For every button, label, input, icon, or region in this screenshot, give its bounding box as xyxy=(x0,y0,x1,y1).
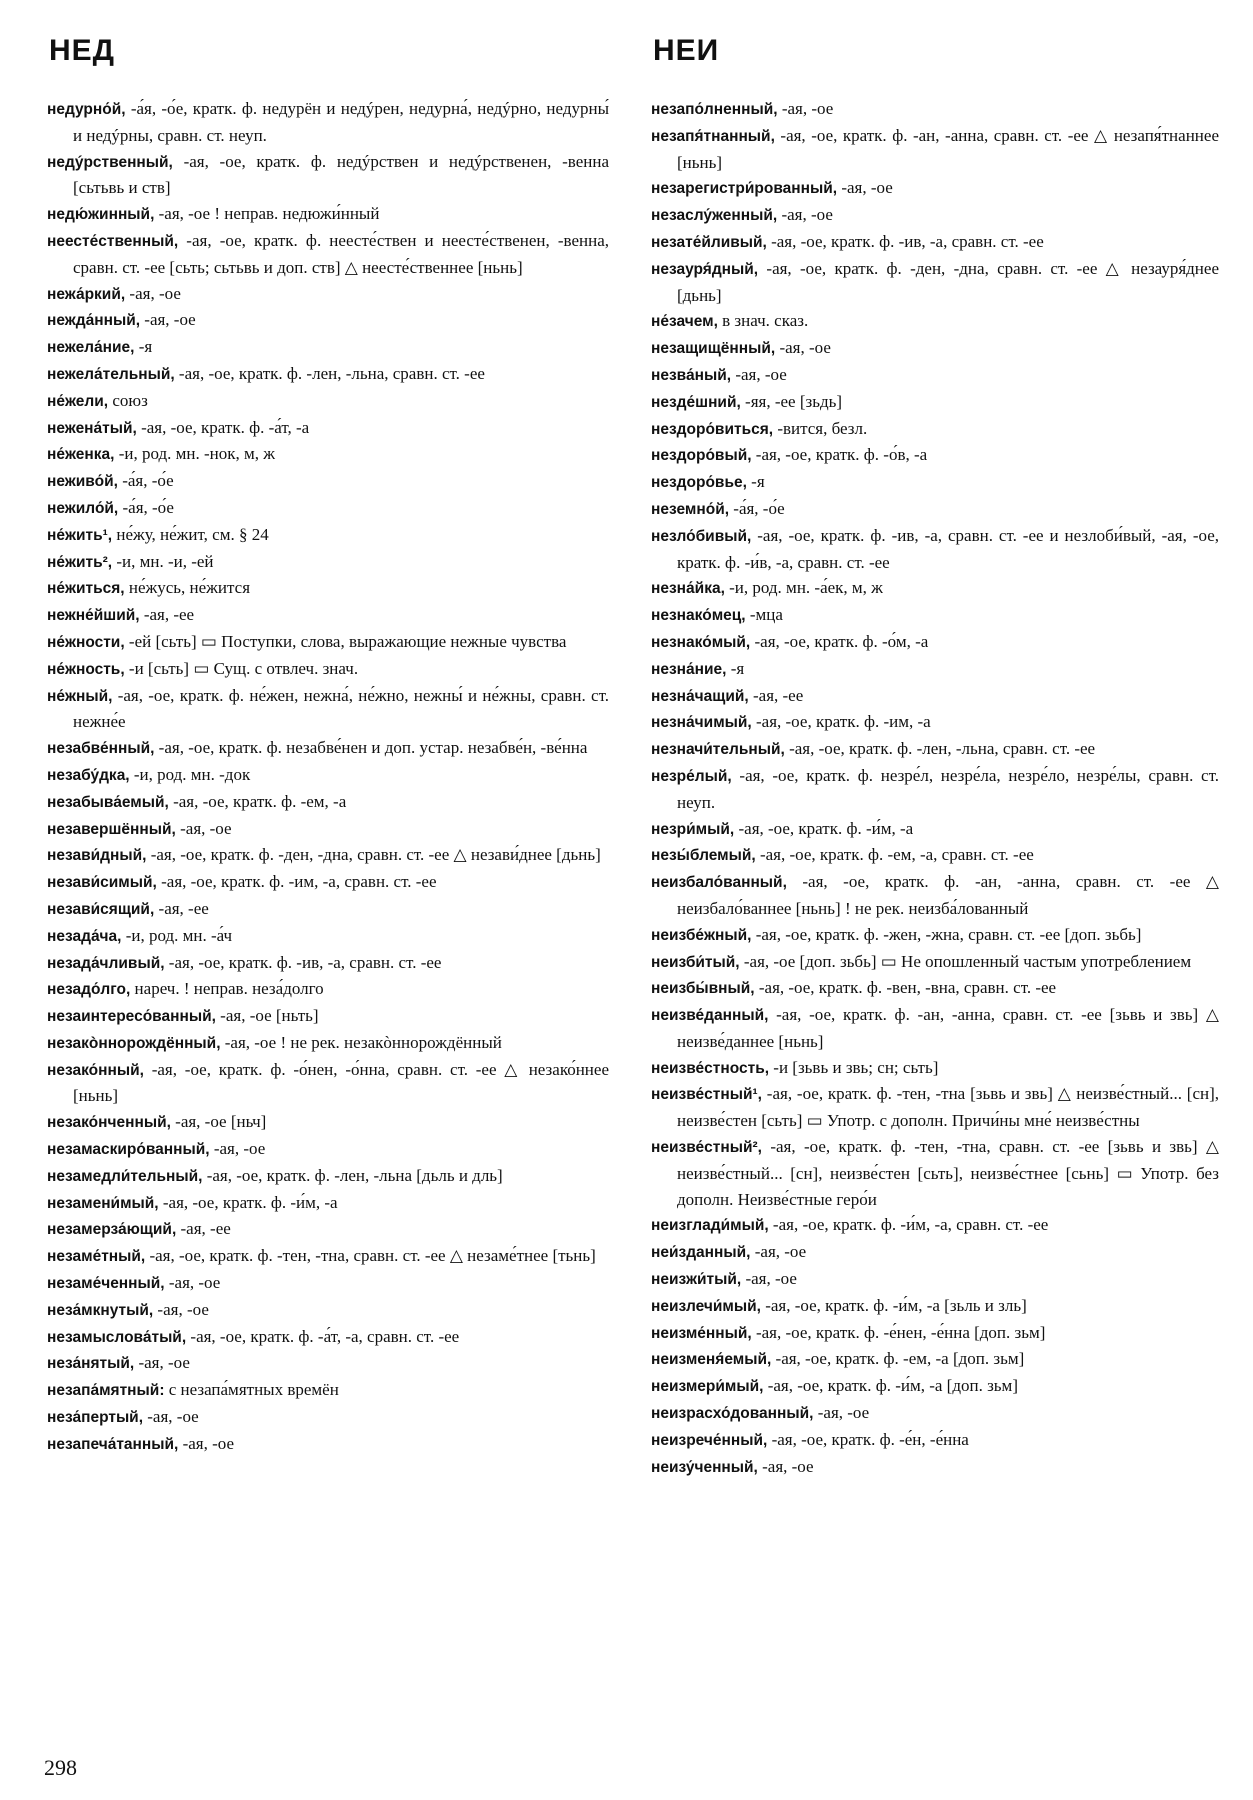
entry-definition: -ая, -ое, кратк. ф. -ив, -а, сравн. ст. -ее xyxy=(766,231,1044,251)
dictionary-entry xyxy=(651,442,1219,469)
entry-definition: -ая, -ое xyxy=(757,1456,814,1476)
entry-definition: -ая, -ое, кратк. ф. -е́нен, -е́нна [доп. зьм] xyxy=(751,1322,1046,1342)
entry-definition: -ая, -ое [ньч] xyxy=(170,1112,267,1132)
entry-headword: неизу́ченный, xyxy=(651,1458,758,1476)
entry-headword: незапеча́танный, xyxy=(47,1435,179,1453)
entry-headword: незамени́мый, xyxy=(47,1194,159,1212)
dictionary-entry xyxy=(47,896,609,923)
dictionary-entry xyxy=(47,495,609,522)
dictionary-entry xyxy=(47,96,609,149)
entry-definition: -ая, -ое, кратк. ф. -ан, -анна, сравн. ст. -ее △ неизбало́ваннее [ньнь] ! не рек. неизба́лованный xyxy=(677,872,1219,918)
entry-headword: нежда́нный, xyxy=(47,312,141,330)
entry-definition: -ая, -ое xyxy=(777,99,834,118)
entry-headword: незде́шний, xyxy=(651,393,741,411)
dictionary-entry xyxy=(651,1134,1219,1212)
dictionary-entry xyxy=(651,256,1219,309)
dictionary-entry xyxy=(651,1239,1219,1266)
entry-headword: неизрасхо́дованный, xyxy=(651,1405,814,1423)
entry-headword: незада́ча, xyxy=(47,927,122,945)
dictionary-entry xyxy=(651,523,1219,576)
dictionary-entry xyxy=(651,1373,1219,1400)
entry-definition: -ая, -ое xyxy=(731,364,787,384)
entry-headword: незна́чимый, xyxy=(651,714,752,732)
entry-definition: -а́я, -о́е xyxy=(118,497,174,517)
dictionary-entry xyxy=(651,1320,1219,1347)
entry-headword: незна́ние, xyxy=(651,660,727,678)
dictionary-entry xyxy=(47,1377,609,1404)
entry-definition: -ая, -ое xyxy=(153,1299,209,1319)
entry-definition: -а́я, -о́е xyxy=(729,498,785,518)
dictionary-entry xyxy=(47,1057,609,1110)
entry-definition: в знач. сказ. xyxy=(717,311,809,331)
entry-definition: -ая, -ое, кратк. ф. -лен, -льна, сравн. ст. -ее xyxy=(784,739,1096,759)
dictionary-entry xyxy=(47,334,609,361)
entry-headword: незапо́лненный, xyxy=(651,101,778,118)
entry-headword: неизбало́ванный, xyxy=(651,874,787,892)
entry-headword: незада́чливый, xyxy=(47,954,165,972)
entry-headword: не́жный, xyxy=(47,687,113,705)
dictionary-entry xyxy=(47,1297,609,1324)
entry-headword: недю́жинный, xyxy=(47,206,155,224)
entry-headword: незамерза́ющий, xyxy=(47,1221,177,1239)
entry-headword: незабве́нный, xyxy=(47,740,155,758)
dictionary-entry xyxy=(47,629,609,656)
entry-headword: незаме́тный, xyxy=(47,1248,146,1266)
dictionary-entry xyxy=(651,1266,1219,1293)
entry-definition: -ая, -ое, кратк. ф. -о́в, -а xyxy=(751,445,928,465)
entry-headword: незамедли́тельный, xyxy=(47,1167,203,1185)
dictionary-entry xyxy=(47,1270,609,1297)
dictionary-entry xyxy=(651,389,1219,416)
dictionary-entry xyxy=(47,1404,609,1431)
dictionary-entry xyxy=(651,869,1219,922)
entry-headword: незаслу́женный, xyxy=(651,207,778,225)
entry-definition: -ая, -ое, кратк. ф. -ден, -дна, сравн. ст. -ее △ незави́днее [дьнь] xyxy=(146,845,601,865)
entry-definition: -ая, -ое, кратк. ф. -ив, -а, сравн. ст. -ее xyxy=(164,952,442,972)
entry-headword: незначи́тельный, xyxy=(651,741,785,759)
dictionary-entry xyxy=(651,949,1219,976)
entry-definition: -ая, -ее xyxy=(139,605,195,625)
entry-definition: -ая, -ое xyxy=(741,1269,797,1289)
dictionary-entry xyxy=(651,1081,1219,1134)
dictionary-entry xyxy=(47,1216,609,1243)
entry-definition: -ая, -ое, кратк. ф. -и́м, -а xyxy=(158,1192,338,1212)
entry-headword: неизбы́вный, xyxy=(651,980,755,998)
dictionary-entry xyxy=(47,201,609,228)
entry-definition: -ая, -ое, кратк. ф. -и́м, -а, сравн. ст. -ее xyxy=(768,1215,1049,1235)
dictionary-entry xyxy=(47,762,609,789)
entry-definition: -ая, -ое xyxy=(134,1353,190,1373)
dictionary-entry xyxy=(47,1003,609,1030)
dictionary-entry xyxy=(47,1163,609,1190)
entry-definition: не́жу, не́жит, см. § 24 xyxy=(112,524,269,544)
entry-definition: -ая, -ое xyxy=(775,338,831,358)
entry-definition: -ая, -ее xyxy=(176,1219,231,1239)
dictionary-entry xyxy=(651,1212,1219,1239)
dictionary-entry xyxy=(47,575,609,602)
entry-definition: -ая, -ое, кратк. ф. -и́м, -а xyxy=(734,818,914,838)
dictionary-entry xyxy=(651,922,1219,949)
entry-definition: -ая, -ое, кратк. ф. -тен, -тна, сравн. ст. -ее [зьвь и звь] △ неизве́стный... [сн], неизве́стен [сьть], неизве́стнее [сьнь] ▭ Употр. без дополн. Неизве́стные геро́и xyxy=(677,1137,1219,1209)
entry-headword: неи́зданный, xyxy=(651,1244,751,1262)
entry-definition: -ая, -ое xyxy=(209,1139,266,1159)
entry-definition: -ая, -ое xyxy=(837,178,893,198)
entry-headword: незло́бивый, xyxy=(651,527,752,545)
dictionary-entry xyxy=(651,683,1219,710)
entry-definition: -ая, -ое, кратк. ф. -лен, -льна, сравн. ст. -ее xyxy=(174,363,485,383)
entry-headword: незави́сящий, xyxy=(47,900,155,918)
dictionary-entry xyxy=(47,735,609,762)
entry-headword: неизби́тый, xyxy=(651,953,740,971)
dictionary-entry xyxy=(47,1243,609,1270)
entry-definition: с незапа́мятных времён xyxy=(164,1380,339,1400)
entry-headword: не́женка, xyxy=(47,446,115,464)
entry-definition: -ая, -ое [доп. зьбь] ▭ Не опошленный частым употреблением xyxy=(739,951,1192,971)
entry-headword: неизглади́мый, xyxy=(651,1217,769,1235)
dictionary-entry xyxy=(651,202,1219,229)
entry-headword: недурно́й, xyxy=(47,101,126,118)
entry-definition: -ая, -ое, кратк. ф. -и́м, -а [доп. зьм] xyxy=(763,1376,1018,1396)
entry-definition: -ей [сьть] ▭ Поступки, слова, выражающие нежные чувства xyxy=(124,631,567,651)
entry-definition: -и, род. мн. -док xyxy=(129,764,251,784)
entry-headword: незате́йливый, xyxy=(651,233,767,251)
entry-definition: -ая, -ое, кратк. ф. недýрствен и недýрственен, -венна [сьтьвь и ств] xyxy=(73,151,609,198)
dictionary-entry xyxy=(47,842,609,869)
dictionary-entry xyxy=(47,1030,609,1057)
entry-definition: -ая, -ое, кратк. ф. -вен, -вна, сравн. ст. -ее xyxy=(754,978,1057,998)
entry-definition: -ая, -ое, кратк. ф. -ден, -дна, сравн. ст. -ее △ незауря́днее [дьнь] xyxy=(677,258,1219,305)
entry-headword: неземно́й, xyxy=(651,500,730,518)
entry-definition: -ая, -ое xyxy=(140,310,196,330)
entry-headword: незави́дный, xyxy=(47,847,147,865)
dictionary-entry xyxy=(651,469,1219,496)
entry-headword: нежена́тый, xyxy=(47,419,137,437)
entry-headword: нежило́й, xyxy=(47,499,119,517)
dictionary-entry xyxy=(651,575,1219,602)
entry-headword: нездоро́виться, xyxy=(651,420,774,438)
entry-headword: незако́нченный, xyxy=(47,1114,171,1132)
entry-definition: -ая, -ое, кратк. ф. -им, -а xyxy=(751,712,931,732)
dictionary-entry xyxy=(47,1190,609,1217)
dictionary-entry xyxy=(47,415,609,442)
entry-headword: незако́нный, xyxy=(47,1061,144,1079)
dictionary-entry xyxy=(651,496,1219,523)
entry-headword: неза́мкнутый, xyxy=(47,1301,154,1319)
left-column xyxy=(47,96,609,1458)
entry-definition: -и, род. мн. -нок, м, ж xyxy=(114,444,275,464)
entry-headword: незабу́дка, xyxy=(47,766,130,784)
entry-definition: -яя, -ее [зьдь] xyxy=(740,391,843,411)
entry-definition: -ая, -ое, кратк. ф. -ив, -а, сравн. ст. -ее и незлоби́вый, -ая, -ое, кратк. ф. -и́в, -а, сравн. ст. -ее xyxy=(677,525,1219,572)
dictionary-entry xyxy=(47,816,609,843)
entry-definition: -и, мн. -и, -ей xyxy=(112,551,214,571)
entry-headword: незапа́мятный: xyxy=(47,1382,165,1400)
dictionary-entry xyxy=(47,976,609,1003)
entry-headword: неза́пертый, xyxy=(47,1409,144,1427)
entry-headword: незауря́дный, xyxy=(651,260,759,278)
entry-definition: -ая, -ое, кратк. ф. -ем, -а xyxy=(168,791,347,811)
dictionary-entry xyxy=(651,656,1219,683)
entry-headword: нездоро́вый, xyxy=(651,447,752,465)
entry-definition: -я xyxy=(746,472,765,492)
dictionary-entry xyxy=(47,1136,609,1163)
entry-definition: -ая, -ое, кратк. ф. -им, -а, сравн. ст. -ее xyxy=(156,872,437,892)
dictionary-entry xyxy=(47,281,609,308)
entry-headword: незнако́мый, xyxy=(651,633,751,651)
entry-headword: неизменя́емый, xyxy=(651,1351,772,1369)
entry-headword: незави́симый, xyxy=(47,874,157,892)
entry-headword: неизмери́мый, xyxy=(651,1378,764,1396)
entry-headword: незна́йка, xyxy=(651,580,725,598)
dictionary-entry xyxy=(47,602,609,629)
entry-headword: неизме́нный, xyxy=(651,1324,752,1342)
entry-definition: -ая, -ое, кратк. ф. -о́нен, -о́нна, сравн. ст. -ее △ незако́ннее [ньнь] xyxy=(73,1059,609,1106)
entry-headword: незарегистри́рованный, xyxy=(651,180,838,198)
dictionary-entry xyxy=(47,1324,609,1351)
entry-headword: незапя́тнанный, xyxy=(651,127,775,145)
entry-headword: не́жность, xyxy=(47,660,125,678)
entry-definition: -ая, -ее xyxy=(154,898,209,918)
dictionary-entry xyxy=(651,335,1219,362)
entry-definition: -ая, -ое xyxy=(164,1273,221,1293)
dictionary-entry xyxy=(651,1400,1219,1427)
entry-headword: незакòннорождённый, xyxy=(47,1034,221,1052)
entry-headword: незамыслова́тый, xyxy=(47,1328,187,1346)
dictionary-entry xyxy=(651,1002,1219,1055)
entry-definition: -ая, -ое, кратк. ф. не́жен, нежна́, не́жно, нежны́ и не́жны, сравн. ст. нежне́е xyxy=(73,685,609,732)
entry-definition: -ая, -ое xyxy=(175,818,232,838)
entry-definition: -ая, -ое xyxy=(750,1242,807,1262)
entry-definition: -ая, -ое, кратк. ф. незабве́нен и доп. устар. незабве́н, -ве́нна xyxy=(154,738,588,758)
entry-headword: неживо́й, xyxy=(47,473,118,491)
entry-definition: -ая, -ое, кратк. ф. -е́н, -е́нна xyxy=(767,1429,969,1449)
entry-headword: неизве́стный¹, xyxy=(651,1086,762,1104)
dictionary-entry xyxy=(651,975,1219,1002)
entry-definition: -и, род. мн. -а́ч xyxy=(121,925,233,945)
entry-definition: -ая, -ое, кратк. ф. -о́м, -а xyxy=(750,631,929,651)
entry-definition: -ая, -ое, кратк. ф. -тен, -тна [зьвь и звь] △ неизве́стный... [сн], неизве́стен [сьть] ▭ Употр. с дополн. Причи́ны мне́ неизве́стны xyxy=(677,1084,1219,1131)
entry-definition: -ая, -ее xyxy=(748,685,804,705)
dictionary-entry xyxy=(651,175,1219,202)
dictionary-entry xyxy=(651,842,1219,869)
dictionary-entry xyxy=(651,1346,1219,1373)
entry-headword: незнако́мец, xyxy=(651,607,746,625)
dictionary-entry xyxy=(651,1427,1219,1454)
dictionary-entry xyxy=(47,1431,609,1458)
left-running-headword: НЕД xyxy=(49,34,116,67)
entry-headword: неизрече́нный, xyxy=(651,1431,768,1449)
entry-definition: -ая, -ое xyxy=(777,205,833,225)
entry-headword: незамаскиро́ванный, xyxy=(47,1141,210,1159)
entry-headword: нежне́йший, xyxy=(47,607,140,625)
dictionary-entry xyxy=(651,1454,1219,1481)
dictionary-entry xyxy=(47,149,609,202)
entry-headword: нежела́ние, xyxy=(47,339,135,357)
dictionary-entry xyxy=(47,228,609,281)
entry-definition: -ая, -ое xyxy=(125,283,181,303)
entry-definition: -ая, -ое, кратк. ф. -а́т, -а, сравн. ст. -ее xyxy=(186,1326,460,1346)
dictionary-entry xyxy=(47,1109,609,1136)
entry-headword: не́зачем, xyxy=(651,313,718,331)
entry-headword: неза́нятый, xyxy=(47,1355,135,1373)
entry-headword: незащищённый, xyxy=(651,340,776,358)
entry-headword: незри́мый, xyxy=(651,820,735,838)
right-column xyxy=(651,96,1219,1480)
entry-headword: не́жить², xyxy=(47,553,113,571)
entry-headword: незадо́лго, xyxy=(47,981,131,999)
entry-headword: недýрственный, xyxy=(47,153,173,171)
entry-definition: -ая, -ое xyxy=(143,1407,199,1427)
dictionary-entry xyxy=(651,1293,1219,1320)
entry-definition: -я xyxy=(134,337,153,357)
dictionary-entry xyxy=(651,362,1219,389)
dictionary-entry xyxy=(47,869,609,896)
entry-definition: -ая, -ое [ньть] xyxy=(215,1006,319,1026)
dictionary-entry xyxy=(651,763,1219,816)
dictionary-entry xyxy=(651,816,1219,843)
entry-definition: -и [зьвь и звь; сн; сьть] xyxy=(769,1057,939,1077)
entry-headword: незва́ный, xyxy=(651,366,732,384)
dictionary-entry xyxy=(47,683,609,736)
entry-definition: союз xyxy=(108,390,148,410)
entry-definition: -ая, -ое ! неправ. недюжи́нный xyxy=(154,204,380,224)
dictionary-entry xyxy=(47,388,609,415)
entry-definition: -вится, безл. xyxy=(773,418,868,438)
entry-definition: -ая, -ое, кратк. ф. -лен, -льна [дьль и дль] xyxy=(202,1165,503,1185)
dictionary-entry xyxy=(651,736,1219,763)
dictionary-entry xyxy=(651,123,1219,176)
entry-headword: неизве́стный², xyxy=(651,1139,762,1157)
entry-definition: -а́я, -о́е xyxy=(117,471,174,491)
dictionary-entry xyxy=(47,950,609,977)
dictionary-entry xyxy=(651,96,1219,123)
entry-definition: -ая, -ое, кратк. ф. -тен, -тна, сравн. ст. -ее △ незаме́тнее [тьнь] xyxy=(145,1246,596,1266)
dictionary-entry xyxy=(47,307,609,334)
entry-headword: нездоро́вье, xyxy=(651,474,747,492)
entry-definition: -мца xyxy=(745,605,783,625)
entry-headword: неизжи́тый, xyxy=(651,1271,742,1289)
entry-definition: -ая, -ое, кратк. ф. -ем, -а, сравн. ст. -ее xyxy=(755,845,1034,865)
entry-headword: неизлечи́мый, xyxy=(651,1297,761,1315)
dictionary-entry xyxy=(651,416,1219,443)
entry-headword: незаинтересо́ванный, xyxy=(47,1008,216,1026)
entry-headword: неизве́данный, xyxy=(651,1007,769,1025)
dictionary-entry xyxy=(651,1055,1219,1082)
dictionary-entry xyxy=(47,441,609,468)
entry-definition: -ая, -ое, кратк. ф. -и́м, -а [зьль и зль] xyxy=(760,1295,1027,1315)
dictionary-entry xyxy=(47,789,609,816)
dictionary-entry xyxy=(651,308,1219,335)
entry-headword: неизбе́жный, xyxy=(651,926,752,944)
entry-definition: не́жусь, не́жится xyxy=(124,578,251,598)
dictionary-entry xyxy=(47,468,609,495)
entry-definition: -и, род. мн. -а́ек, м, ж xyxy=(724,578,883,598)
entry-definition: -ая, -ое ! не рек. незакòннорождённый xyxy=(220,1032,502,1052)
entry-definition: -ая, -ое, кратк. ф. незре́л, незре́ла, незре́ло, незре́лы, сравн. ст. неуп. xyxy=(677,765,1219,812)
dictionary-entry xyxy=(47,522,609,549)
entry-headword: неизве́стность, xyxy=(651,1059,770,1077)
entry-definition: -и [сьть] ▭ Сущ. с отвлеч. знач. xyxy=(124,658,359,678)
entry-definition: нареч. ! неправ. неза́долго xyxy=(130,979,324,999)
entry-headword: нежа́ркий, xyxy=(47,285,126,303)
entry-definition: -ая, -ое, кратк. ф. неесте́ствен и неесте́ственен, -венна, сравн. ст. -ее [сьть; сьтьвь и доп. ств] △ неесте́ственнее [ньнь] xyxy=(73,230,609,277)
entry-definition: -ая, -ое xyxy=(178,1433,235,1453)
entry-definition: -ая, -ое, кратк. ф. -а́т, -а xyxy=(136,417,310,437)
entry-definition: -ая, -ое, кратк. ф. -ем, -а [доп. зьм] xyxy=(771,1349,1025,1369)
entry-headword: не́жить¹, xyxy=(47,526,113,544)
entry-definition: -ая, -ое, кратк. ф. -ан, -анна, сравн. ст. -ее [зьвь и звь] △ неизве́даннее [ньнь] xyxy=(677,1005,1219,1051)
dictionary-entry xyxy=(651,709,1219,736)
entry-headword: неесте́ственный, xyxy=(47,232,179,250)
entry-headword: незабыва́емый, xyxy=(47,793,169,811)
entry-definition: -ая, -ое xyxy=(813,1403,870,1423)
entry-headword: нежела́тельный, xyxy=(47,365,175,383)
dictionary-entry xyxy=(651,629,1219,656)
dictionary-entry xyxy=(47,923,609,950)
entry-headword: незаме́ченный, xyxy=(47,1275,165,1293)
dictionary-entry xyxy=(47,656,609,683)
dictionary-entry xyxy=(651,602,1219,629)
right-running-headword: НЕИ xyxy=(653,34,720,67)
entry-headword: незы́блемый, xyxy=(651,847,756,865)
entry-headword: незре́лый, xyxy=(651,767,732,785)
entry-headword: не́житься, xyxy=(47,580,125,598)
entry-headword: не́жели, xyxy=(47,392,109,410)
dictionary-entry xyxy=(47,361,609,388)
dictionary-entry xyxy=(47,1350,609,1377)
entry-definition: -ая, -ое, кратк. ф. -жен, -жна, сравн. ст. -ее [доп. зьбь] xyxy=(751,924,1142,944)
dictionary-entry xyxy=(651,229,1219,256)
entry-headword: не́жности, xyxy=(47,633,125,651)
entry-definition: -ая, -ое, кратк. ф. -ан, -анна, сравн. ст. -ее △ незапя́тнаннее [ньнь] xyxy=(677,125,1219,172)
dictionary-entry xyxy=(47,549,609,576)
entry-definition: -я xyxy=(726,658,745,678)
entry-headword: незна́чащий, xyxy=(651,687,749,705)
entry-headword: незавершённый, xyxy=(47,820,176,838)
entry-definition: -а́я, -о́е, кратк. ф. недурён и недýрен, недурна́, недýрно, недурны́ и недýрны, сравн. ст. неуп. xyxy=(73,99,609,145)
page-number: 298 xyxy=(44,1755,77,1780)
